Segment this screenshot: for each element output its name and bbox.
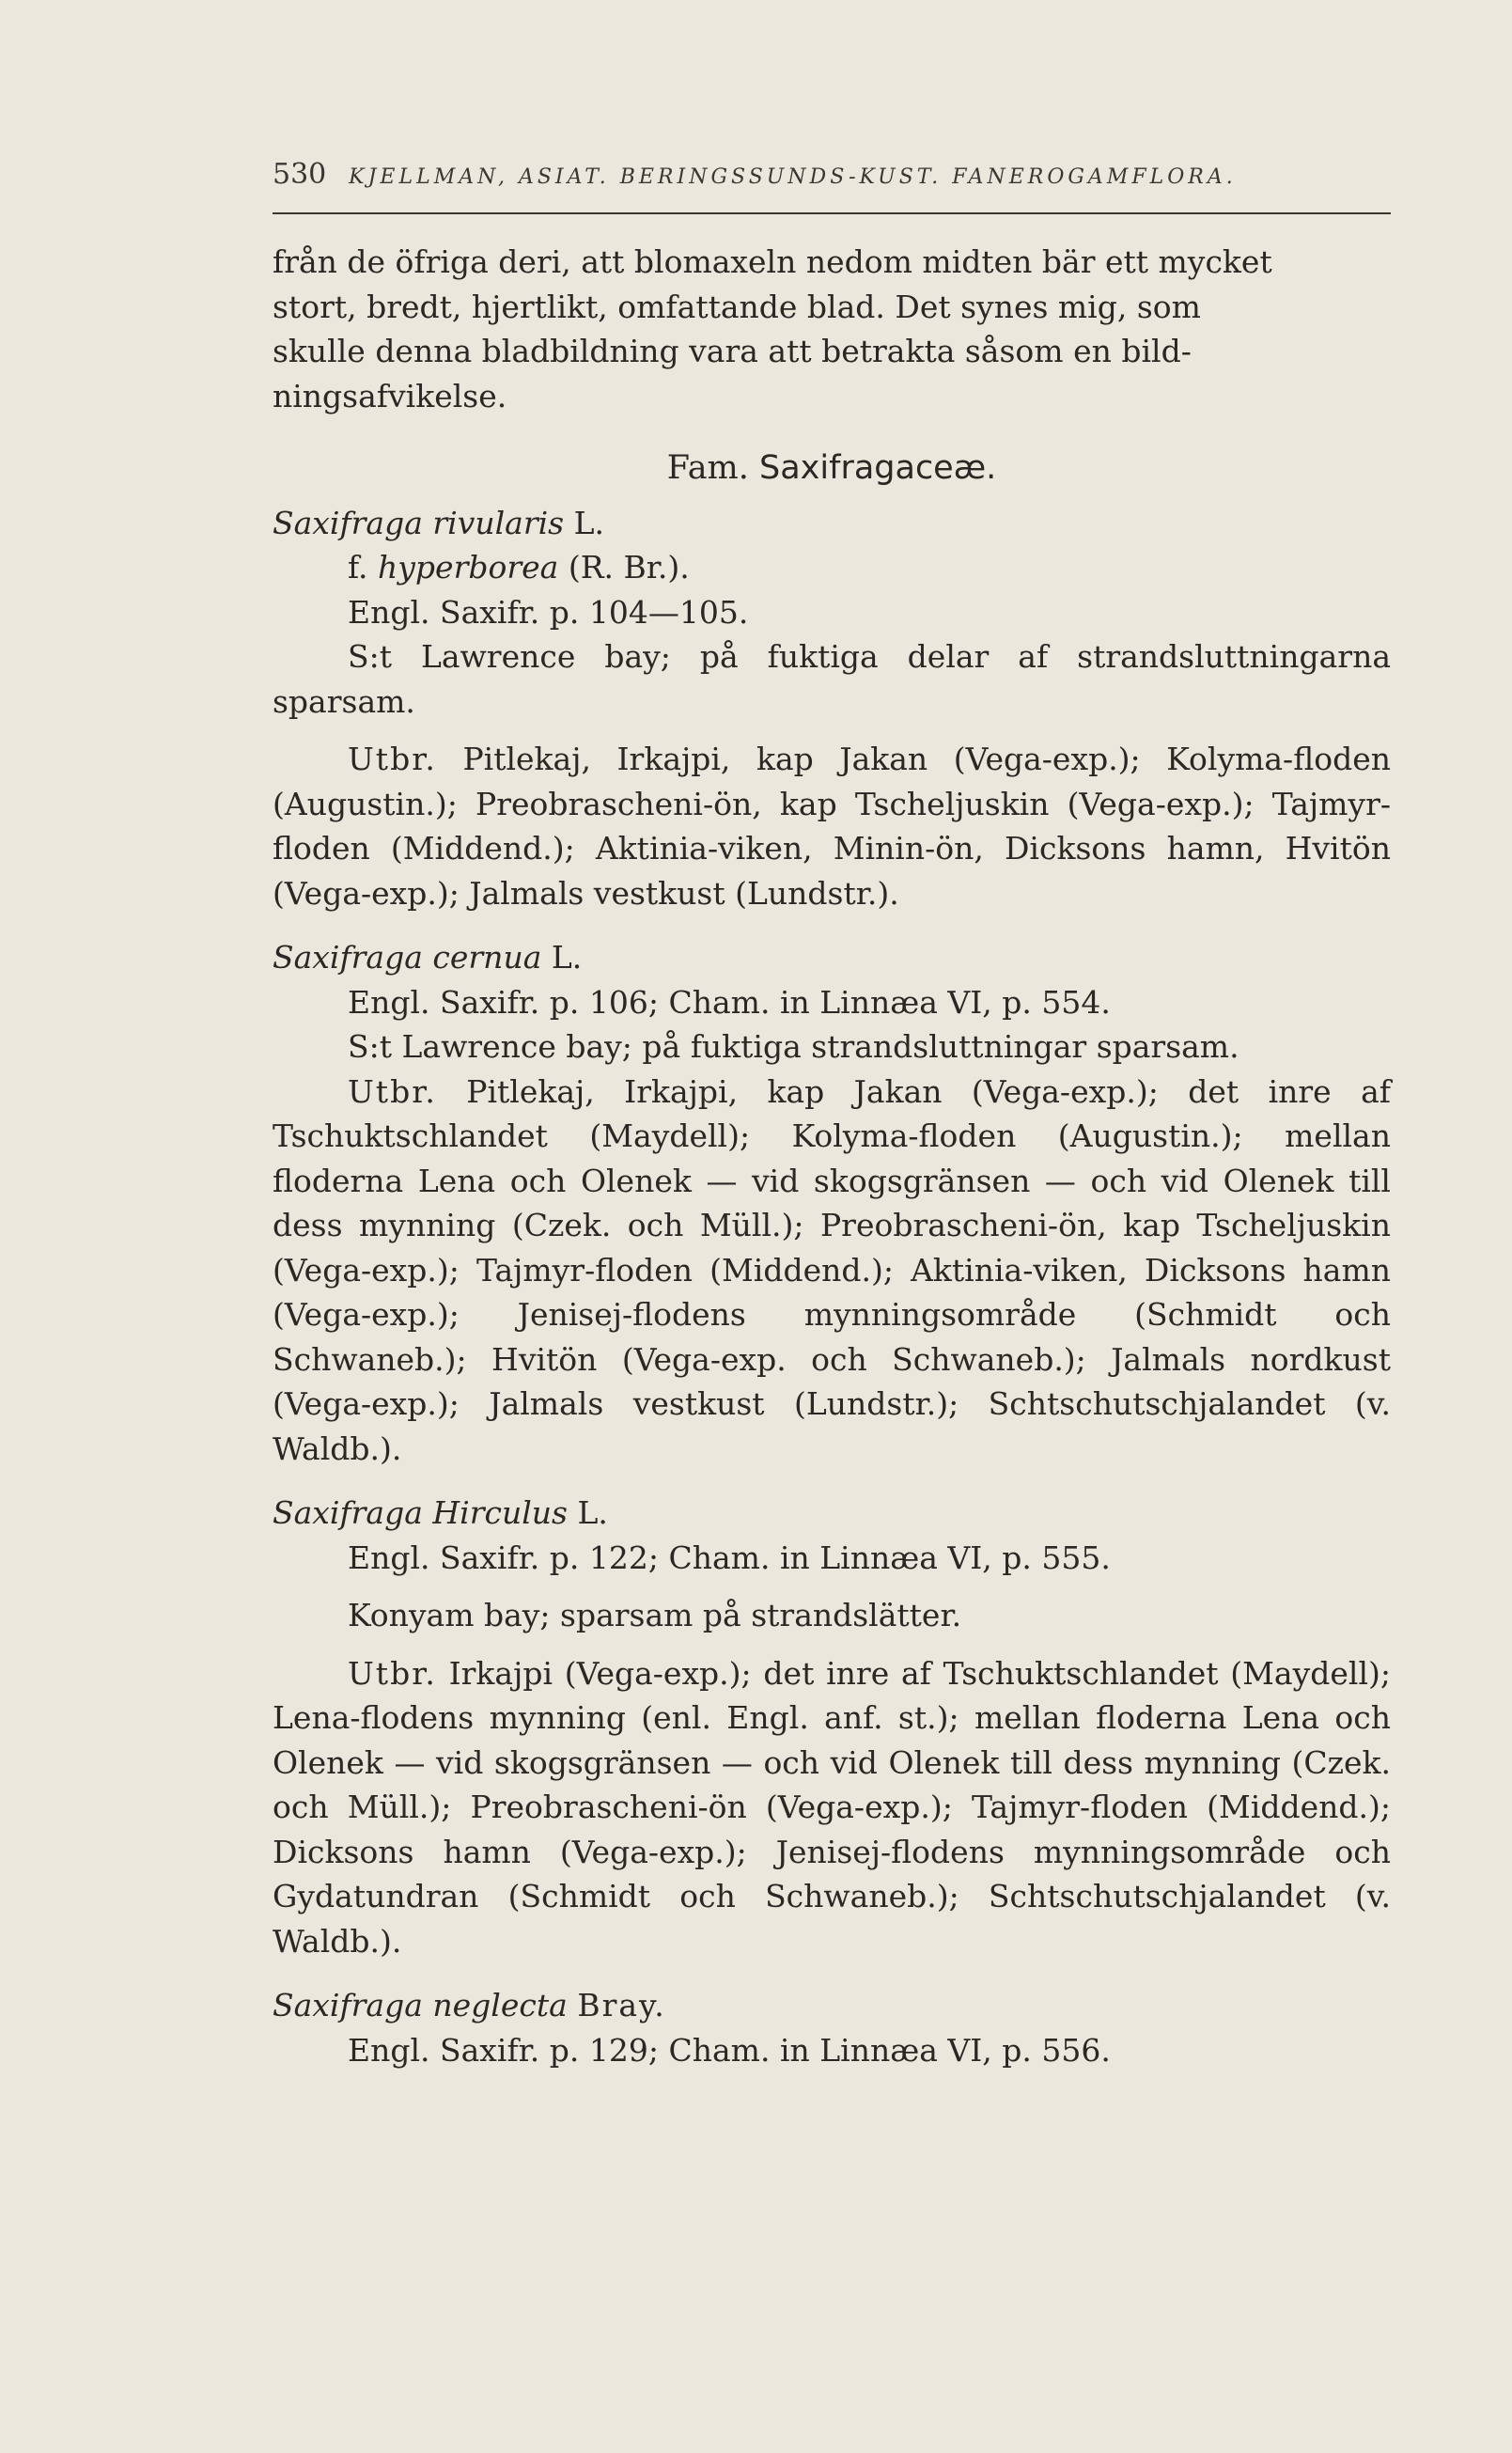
- species-author: L.: [573, 504, 605, 541]
- page-body: [273, 240, 1391, 2072]
- species-heading: [273, 1491, 1391, 1536]
- family-heading: [273, 446, 1391, 492]
- distribution-text: Pitlekaj, Irkajpi, kap Jakan (Vega-exp.); det inre af Tschuktschlandet (Maydell); Kolyma-floden (Augustin.); mellan floderna Lena och Olenek — vid skogsgränsen — och vid Olenek till dess mynning (Czek. och Müll.); Preobrascheni-ön, kap Tscheljuskin (Vega-exp.); Tajmyr-floden (Middend.); Aktinia-viken, Dicksons hamn (Vega-exp.); Jenisej-flodens mynningsområde (Schmidt och Schwaneb.); Hvitön (Vega-exp. och Schwaneb.); Jalmals nordkust (Vega-exp.); Jalmals vestkust (Lundstr.); Schtschutschjalandet (v. Waldb.).: [273, 1072, 1391, 1467]
- species-locality: Konyam bay; sparsam på strandslätter.: [348, 1597, 962, 1633]
- form-name: hyperborea: [378, 549, 559, 586]
- intro-line: från de öfriga deri, att blomaxeln nedom midten bär ett mycket: [273, 243, 1272, 280]
- species-entry: [273, 1491, 1391, 1963]
- species-entry: [273, 501, 1391, 916]
- form-prefix: f.: [348, 549, 368, 586]
- intro-line: skulle denna bladbildning vara att betrakta såsom en bild-: [273, 333, 1192, 369]
- species-distribution: [273, 737, 1391, 915]
- running-title: KJELLMAN, ASIAT. BERINGSSUNDS-KUST. FANEROGAMFLORA.: [349, 165, 1237, 189]
- header-rule: [273, 212, 1391, 214]
- running-header: [273, 158, 1391, 191]
- species-name: Saxifraga rivularis: [273, 504, 565, 541]
- species-reference: Engl. Saxifr. p. 106; Cham. in Linnæa VI, p. 554.: [348, 983, 1111, 1021]
- intro-line: stort, bredt, hjertlikt, omfattande blad. Det synes mig, som: [273, 288, 1201, 325]
- form-author: (R. Br.).: [568, 549, 690, 586]
- species-name: Saxifraga neglecta: [273, 1987, 568, 2023]
- species-heading: [273, 1983, 1391, 2028]
- species-heading: [273, 501, 1391, 546]
- species-form: [273, 545, 1391, 590]
- intro-line: ningsafvikelse.: [273, 377, 507, 414]
- species-distribution: [273, 1070, 1391, 1472]
- species-entry: [273, 935, 1391, 1471]
- species-locality: S:t Lawrence bay; på fuktiga strandsluttningar sparsam.: [348, 1028, 1239, 1065]
- species-author: L.: [551, 939, 583, 976]
- species-reference: Engl. Saxifr. p. 129; Cham. in Linnæa VI, p. 556.: [348, 2031, 1111, 2069]
- species-locality: S:t Lawrence bay; på fuktiga delar af strandsluttningarna sparsam.: [273, 638, 1391, 720]
- species-reference: Engl. Saxifr. p. 122; Cham. in Linnæa VI, p. 555.: [348, 1539, 1111, 1576]
- intro-paragraph: [273, 240, 1391, 418]
- species-author: Bray.: [577, 1987, 666, 2023]
- species-heading: [273, 935, 1391, 980]
- species-distribution: [273, 1651, 1391, 1964]
- distribution-text: Irkajpi (Vega-exp.); det inre af Tschuktschlandet (Maydell); Lena-flodens mynning (enl. Engl. anf. st.); mellan floderna Lena och Olenek — vid skogsgränsen — och vid Olenek till dess mynning (Czek. och Müll.); Preobrascheni-ön (Vega-exp.); Tajmyr-floden (Middend.); Dicksons hamn (Vega-exp.); Jenisej-flodens mynningsområde och Gydatundran (Schmidt och Schwaneb.); Schtschutschjalandet (v. Waldb.).: [273, 1654, 1391, 1960]
- species-name: Saxifraga Hirculus: [273, 1494, 568, 1531]
- species-name: Saxifraga cernua: [273, 939, 542, 976]
- distribution-label: Utbr.: [348, 1654, 437, 1692]
- species-author: L.: [577, 1494, 608, 1531]
- page-number: 530: [273, 158, 327, 191]
- family-name: Saxifragaceæ.: [759, 449, 997, 487]
- distribution-label: Utbr.: [348, 741, 437, 777]
- species-reference: Engl. Saxifr. p. 104—105.: [348, 593, 749, 631]
- species-entry: [273, 1983, 1391, 2072]
- distribution-text: Pitlekaj, Irkajpi, kap Jakan (Vega-exp.); Kolyma-floden (Augustin.); Preobrascheni-ön, kap Tscheljuskin (Vega-exp.); Tajmyr-floden (Middend.); Aktinia-viken, Minin-ön, Dicksons hamn, Hvitön (Vega-exp.); Jalmals vestkust (Lundstr.).: [273, 741, 1391, 912]
- distribution-label: Utbr.: [348, 1072, 437, 1110]
- family-label: Fam.: [666, 449, 749, 487]
